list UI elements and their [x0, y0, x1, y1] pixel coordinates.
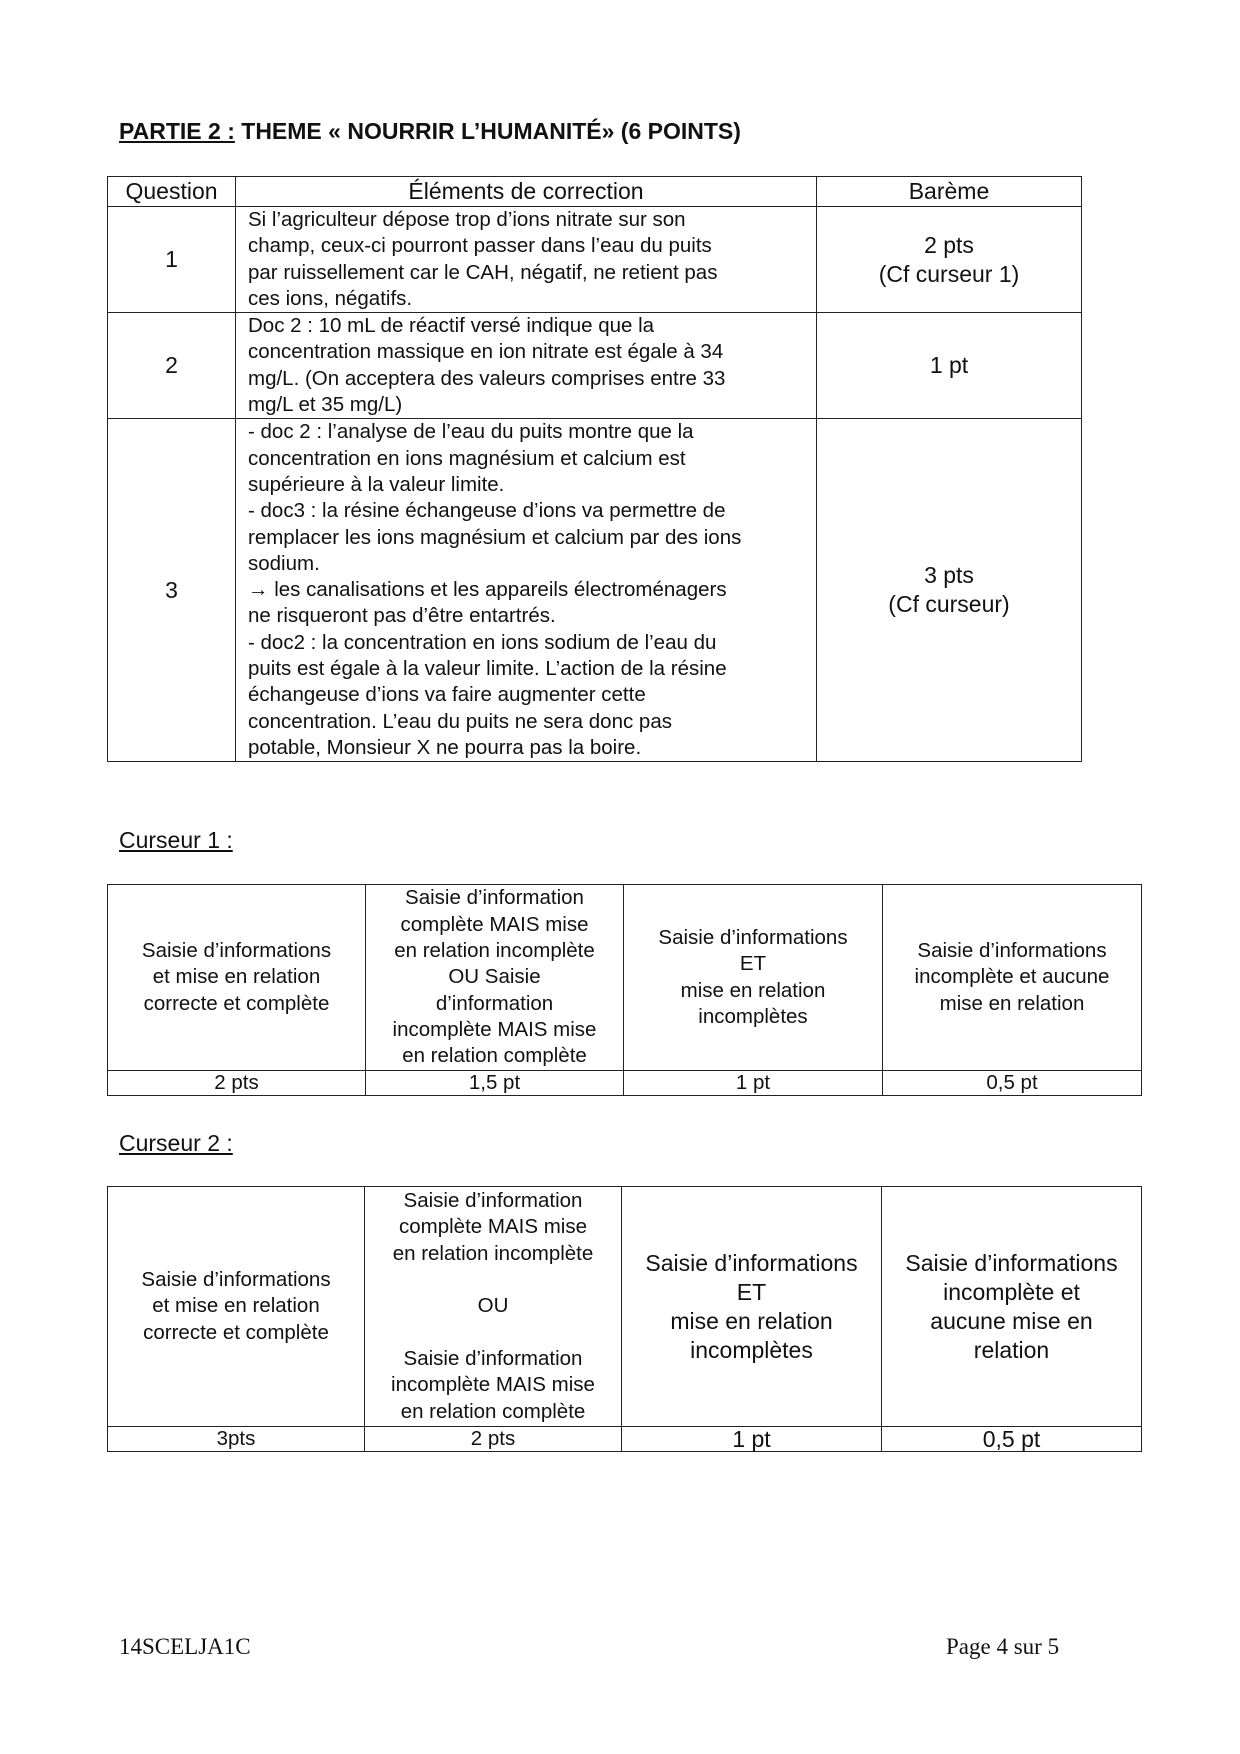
text-line: Saisie d’informations	[645, 1249, 858, 1276]
curseur-2-label: Curseur 2 :	[119, 1130, 233, 1156]
header-elements: Éléments de correction	[236, 177, 817, 207]
text-line: mise en relation	[670, 1307, 833, 1334]
bareme-points: 3 pts	[924, 562, 974, 589]
criterion-cell	[624, 885, 883, 1071]
text-line: incomplète et	[943, 1278, 1080, 1305]
text-line: complète MAIS mise	[400, 912, 589, 936]
text-line: OU Saisie	[448, 965, 541, 989]
bareme	[817, 207, 1082, 313]
text-line: mise en relation	[680, 978, 826, 1002]
text-line: Saisie d’informations	[917, 939, 1107, 963]
correction-table-header	[108, 177, 1082, 207]
bareme-points: 2 pts	[924, 231, 974, 258]
score-row	[108, 1427, 1142, 1452]
text-line: Si l’agriculteur dépose trop d’ions nitrate sur son	[248, 208, 686, 231]
text-line: Saisie d’informations	[658, 925, 848, 949]
text-line: Saisie d’informations	[141, 939, 332, 963]
table-row	[108, 313, 1082, 419]
text-line: en relation complète	[400, 1399, 586, 1423]
text-line: aucune mise en	[930, 1307, 1093, 1334]
text-line: - doc 2 : l’analyse de l’eau du puits montre que la	[248, 420, 694, 444]
score-cell: 1 pt	[622, 1427, 882, 1452]
score-cell: 2 pts	[365, 1427, 622, 1452]
text-line: correcte et complète	[143, 991, 330, 1015]
text-line: incomplètes	[698, 1004, 808, 1028]
document-code: 14SCELJA1C	[119, 1634, 251, 1659]
text-line: complète MAIS mise	[399, 1215, 587, 1239]
text-line: Saisie d’informations	[905, 1249, 1118, 1276]
text-line: et mise en relation	[152, 965, 321, 989]
text-line: remplacer les ions magnésium et calcium par des ions	[248, 525, 742, 549]
text-line: incomplète MAIS mise	[391, 1373, 595, 1397]
score-cell: 0,5 pt	[882, 1427, 1142, 1452]
criterion-cell	[108, 1187, 365, 1427]
text-line: → les canalisations et les appareils électroménagers	[248, 578, 727, 602]
criterion-cell	[108, 885, 366, 1071]
correction-elements	[236, 419, 817, 762]
criterion-cell	[622, 1187, 882, 1427]
page-title-part: PARTIE 2 :	[119, 118, 235, 144]
bareme-points: 1 pt	[929, 352, 969, 379]
text-line: Saisie d’informations	[141, 1268, 331, 1292]
question-number: 1	[108, 207, 236, 313]
text-line: en relation incomplète	[392, 1241, 594, 1265]
text-line: relation	[973, 1336, 1050, 1363]
text-line: ces ions, négatifs.	[248, 286, 413, 310]
bareme-note: (Cf curseur)	[888, 591, 1010, 618]
page-title	[119, 118, 741, 145]
table-row	[108, 419, 1082, 762]
question-number: 2	[108, 313, 236, 419]
text-line: incomplète MAIS mise	[392, 1017, 597, 1041]
text-line: ET	[739, 952, 767, 976]
page-title-theme: THEME « NOURRIR L’HUMANITÉ» (6 POINTS)	[234, 118, 741, 144]
text-line: mg/L. (On acceptera des valeurs comprises entre 33	[248, 366, 726, 390]
text-line: champ, ceux-ci pourront passer dans l’eau du puits	[248, 234, 712, 258]
criterion-cell	[883, 885, 1142, 1071]
text-line: Doc 2 : 10 mL de réactif versé indique que la	[248, 314, 655, 338]
header-question: Question	[108, 177, 236, 207]
correction-table	[107, 176, 1082, 762]
bareme	[817, 419, 1082, 762]
bareme	[817, 313, 1082, 419]
page-number: Page 4 sur 5	[946, 1634, 1060, 1659]
text-line: ne risqueront pas d’être entartrés.	[248, 604, 556, 628]
text-line: Saisie d’information	[405, 886, 584, 910]
correction-elements	[236, 313, 817, 419]
text-line: - doc3 : la résine échangeuse d’ions va permettre de	[248, 499, 726, 523]
criterion-cell	[365, 1187, 622, 1427]
text-line: incomplète et aucune	[914, 965, 1110, 989]
curseur-1-table	[107, 884, 1142, 1096]
text-line: échangeuse d’ions va faire augmenter cette	[248, 683, 646, 707]
curseur-2-table	[107, 1186, 1142, 1452]
score-row	[108, 1071, 1142, 1096]
table-row	[108, 207, 1082, 313]
text-line: et mise en relation	[152, 1294, 320, 1318]
criteria-row	[108, 1187, 1142, 1427]
text-line: concentration. L’eau du puits ne sera donc pas	[248, 709, 672, 733]
score-cell: 0,5 pt	[883, 1071, 1142, 1096]
bareme-note: (Cf curseur 1)	[878, 260, 1020, 287]
text-line: puits est égale à la valeur limite. L’action de la résine	[248, 657, 727, 681]
criterion-cell	[882, 1187, 1142, 1427]
text-line: mg/L et 35 mg/L)	[248, 393, 403, 417]
score-cell: 1,5 pt	[366, 1071, 624, 1096]
score-cell: 1 pt	[624, 1071, 883, 1096]
text-line: d’information	[435, 991, 554, 1015]
correction-elements	[236, 207, 817, 313]
text-line: Saisie d’information	[403, 1189, 583, 1213]
question-number: 3	[108, 419, 236, 762]
text-line: correcte et complète	[143, 1320, 329, 1344]
score-cell: 3pts	[108, 1427, 365, 1452]
text-line: sodium.	[248, 551, 320, 575]
text-line	[365, 1320, 621, 1346]
text-line: concentration massique en ion nitrate est égale à 34	[248, 340, 724, 364]
text-line: en relation complète	[402, 1044, 587, 1068]
text-line: ET	[736, 1278, 767, 1305]
header-bareme: Barème	[817, 177, 1082, 207]
criteria-row	[108, 885, 1142, 1071]
text-line: incomplètes	[690, 1336, 813, 1363]
text-line: en relation incomplète	[394, 939, 595, 963]
score-cell: 2 pts	[108, 1071, 366, 1096]
text-line: concentration en ions magnésium et calcium est	[248, 446, 686, 470]
text-line: potable, Monsieur X ne pourra pas la boire.	[248, 735, 642, 759]
text-line: OU	[477, 1294, 509, 1318]
text-line: - doc2 : la concentration en ions sodium de l’eau du	[248, 630, 717, 654]
curseur-1-label: Curseur 1 :	[119, 827, 233, 853]
criterion-cell	[366, 885, 624, 1071]
text-line: Saisie d’information	[403, 1346, 583, 1370]
text-line: par ruissellement car le CAH, négatif, ne retient pas	[248, 260, 718, 284]
text-line: supérieure à la valeur limite.	[248, 472, 505, 496]
text-line: mise en relation	[939, 991, 1085, 1015]
text-line	[365, 1267, 621, 1293]
